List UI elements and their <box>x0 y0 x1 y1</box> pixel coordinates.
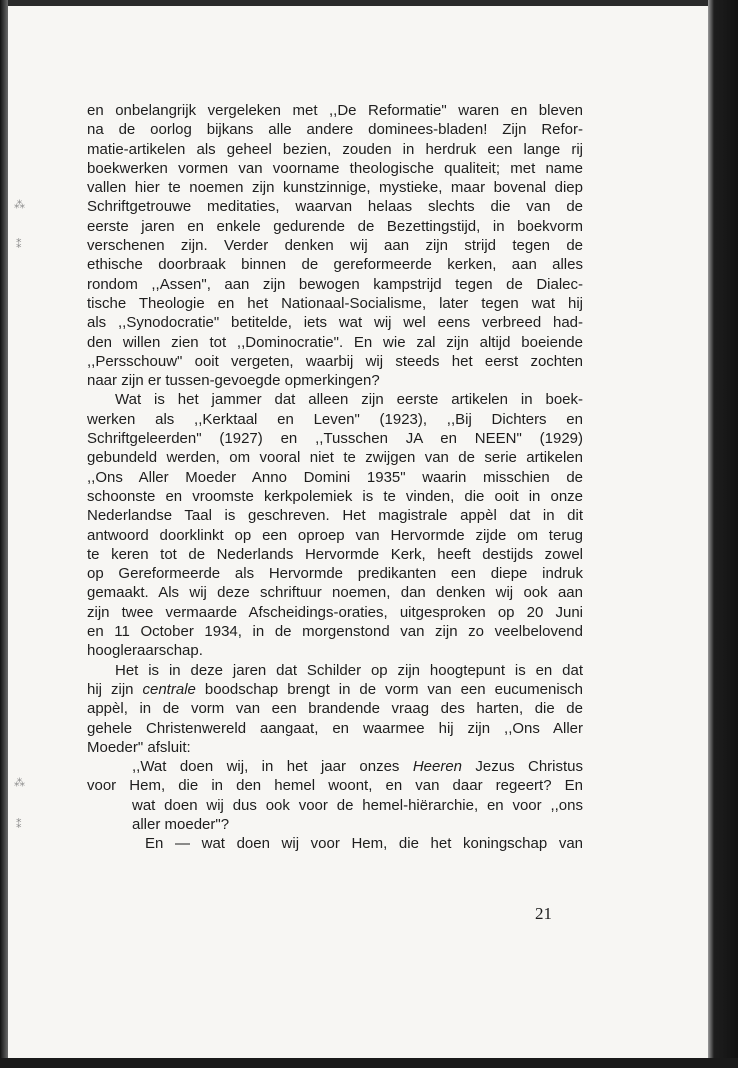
text-line: na de oorlog bijkans alle andere dominees-bladen! Zijn Refor- <box>87 121 583 139</box>
quote-paragraph-start: En — wat doen wij voor Hem, die het koningschap van <box>145 835 584 853</box>
margin-speck: ⁑ <box>16 818 22 831</box>
em-dash: — <box>174 835 190 853</box>
margin-speck: ⁑ <box>16 238 22 251</box>
text-line: op Gereformeerde als Hervormde predikanten een diepe indruk <box>87 565 583 583</box>
text-line: werken als ,,Kerktaal en Leven" (1923), ,,Bij Dichters en <box>87 410 583 428</box>
scan-bottom-edge <box>0 1058 738 1068</box>
text-line: matie-artikelen als geheel bezien, zouden in herdruk een lange rij <box>87 140 583 158</box>
quote-line: wat doen wij dus ook voor de hemel-hiërarchie, en voor ,,ons <box>132 796 583 814</box>
emphasis-centrale: centrale <box>142 680 196 698</box>
text-line: gemaakt. Als wij deze schriftuur noemen, dan denken wij ook aan <box>87 584 583 602</box>
text-line: Moeder" afsluit: <box>87 738 191 756</box>
text-line: eerste jaren en enkele gedurende de Bezettingstijd, in boekvorm <box>87 217 583 235</box>
emphasis-heeren: Heeren <box>412 758 463 776</box>
page-number: 21 <box>535 904 552 923</box>
text-line: rondom ,,Assen", aan zijn bewogen kampstrijd tegen de Dialec- <box>87 275 583 293</box>
scan-right-edge <box>708 0 738 1068</box>
text-line: als ,,Synodocratie" betitelde, iets wat wij wel eens verbreed had- <box>87 314 583 332</box>
text-line: naar zijn er tussen-gevoegde opmerkingen? <box>87 372 380 390</box>
body-text <box>87 101 583 854</box>
paragraph-start: Wat is het jammer dat alleen zijn eerste artikelen in boek- <box>115 391 583 409</box>
paragraph-start: Het is in deze jaren dat Schilder op zijn hoogtepunt is en dat <box>115 661 583 679</box>
text-line: Schriftgetrouwe meditaties, waarvan helaas slechts die van de <box>87 198 583 216</box>
text-line: hoogleraarschap. <box>87 642 203 660</box>
scan-left-edge <box>0 0 8 1068</box>
text-line: gehele Christenwereld aangaat, en waarmee hij zijn ,,Ons Aller <box>87 719 583 737</box>
text-line: en onbelangrijk vergeleken met ,,De Reformatie" waren en bleven <box>87 102 583 119</box>
text-line: verschenen zijn. Verder denken wij aan zijn strijd tegen de <box>87 237 583 255</box>
text-line: vallen hier te noemen zijn kunstzinnige, mystieke, maar bovenal diep <box>87 179 583 197</box>
text-line: tische Theologie en het Nationaal-Socialisme, later tegen wat hij <box>87 294 583 312</box>
quote-start: ,,Wat doen wij, in het jaar onzes Heeren Jezus Christus <box>132 758 583 776</box>
text-line: schoonste en vroomste kerkpolemiek is te vinden, die ooit in onze <box>87 487 583 505</box>
text-line: en 11 October 1934, in de morgenstond van zijn zo veelbelovend <box>87 623 583 641</box>
text-line: gebundeld werden, om vooral niet te zwijgen van de serie artikelen <box>87 449 583 467</box>
text-line: antwoord doorklinkt op een oproep van Hervormde zijde om terug <box>87 526 583 544</box>
text-line: zijn twee vermaarde Afscheidings-oraties, uitgesproken op 20 Juni <box>87 603 583 621</box>
text-line: Nederlandse Taal is geschreven. Het magistrale appèl dat in dit <box>87 507 583 525</box>
margin-speck: ⁂ <box>14 776 25 789</box>
text-line-with-emphasis: hij zijn centrale boodschap brengt in de vorm van een eucumenisch <box>87 680 583 698</box>
text-line: ,,Persschouw" ooit vergeten, waarbij wij steeds het eerst zochten <box>87 352 583 370</box>
quote-line: voor Hem, die in den hemel woont, en van daar regeert? En <box>87 777 583 795</box>
quote-line: aller moeder"? <box>132 815 230 833</box>
text-line: boekwerken vormen van voorname theologische qualiteit; met name <box>87 159 583 177</box>
text-line: appèl, in de vorm van een brandende vraag des harten, die de <box>87 700 583 718</box>
text-line: ethische doorbraak binnen de gereformeerde kerken, aan alles <box>87 256 583 274</box>
text-line: den willen zien tot ,,Dominocratie". En wie zal zijn altijd boeiende <box>87 333 583 351</box>
text-line: ,,Ons Aller Moeder Anno Domini 1935" waarin misschien de <box>87 468 583 486</box>
text-line: Schriftgeleerden" (1927) en ,,Tusschen JA en NEEN" (1929) <box>87 430 583 448</box>
text-line: te keren tot de Nederlands Hervormde Kerk, heeft destijds zowel <box>87 545 583 563</box>
margin-speck: ⁂ <box>14 198 25 211</box>
